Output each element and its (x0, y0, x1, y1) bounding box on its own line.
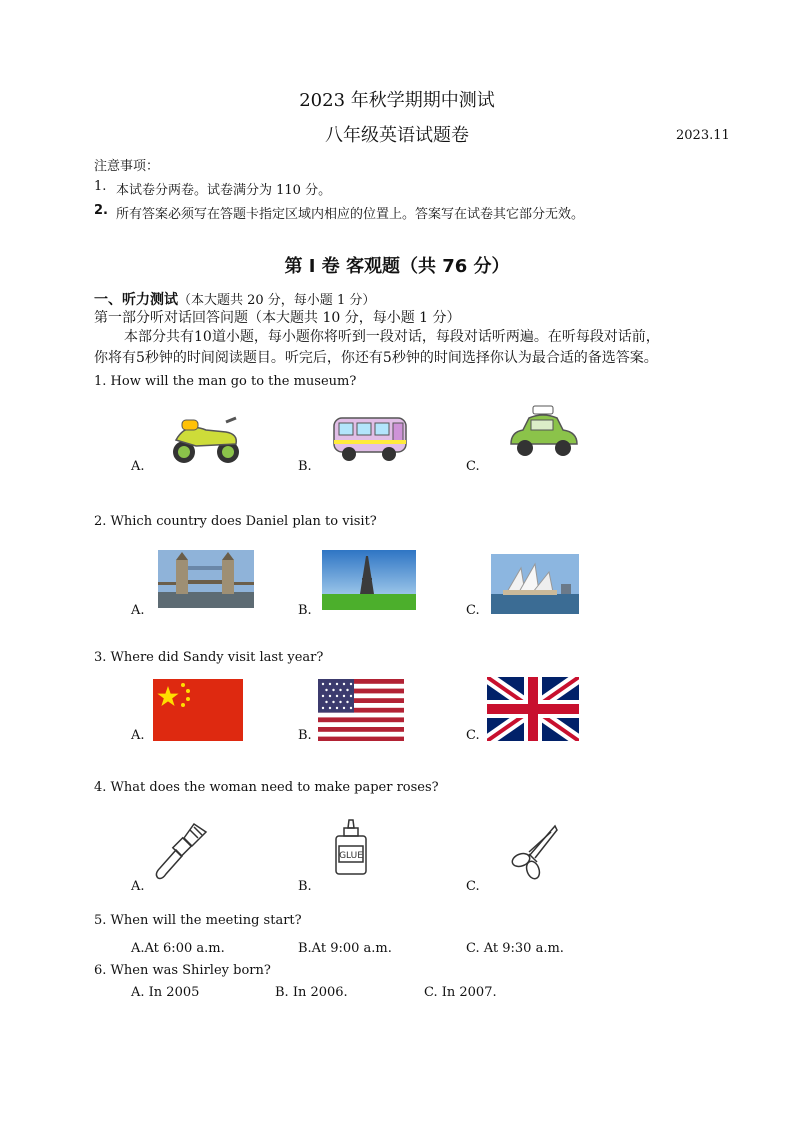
q2-option-a[interactable]: A. (131, 603, 145, 618)
instructions-line-2: 你将有5秒钟的时间阅读题目。听完后，你还有5秒钟的时间选择你认为最合适的备选答案。 (94, 350, 658, 366)
q1-option-b[interactable]: B. (298, 459, 312, 474)
q5-option-c[interactable]: C. At 9:30 a.m. (466, 941, 564, 956)
question-1: 1. How will the man go to the museum? (94, 374, 357, 389)
question-4: 4. What does the woman need to make paper roses? (94, 780, 439, 795)
part-heading: 第 I 卷 客观题（共 76 分） (284, 256, 510, 277)
q2-option-c[interactable]: C. (466, 603, 480, 618)
question-5: 5. When will the meeting start? (94, 913, 302, 928)
sydney-opera-house-image (491, 554, 579, 614)
exam-subtitle: 八年级英语试题卷 (325, 125, 469, 146)
question-2: 2. Which country does Daniel plan to visit? (94, 514, 377, 529)
scissors-image (507, 822, 561, 880)
notes-item-1-number: 1. (94, 179, 107, 194)
instructions-line-1: 本部分共有10道小题，每小题你将听到一段对话，每段对话听两遍。在听每段对话前， (124, 329, 660, 345)
glue-image (330, 818, 372, 876)
notes-heading: 注意事项： (94, 159, 160, 174)
exam-date: 2023.11 (676, 128, 730, 143)
section-note: （本大题共 20 分，每小题 1 分） (178, 293, 376, 308)
bus-image (331, 412, 409, 464)
section-heading (94, 289, 375, 309)
q3-option-a[interactable]: A. (131, 728, 145, 743)
q3-option-b[interactable]: B. (298, 728, 312, 743)
q5-option-a[interactable]: A.At 6:00 a.m. (131, 941, 225, 956)
motorbike-image (166, 410, 246, 466)
q1-option-c[interactable]: C. (466, 459, 480, 474)
q4-option-a[interactable]: A. (131, 879, 145, 894)
q3-option-c[interactable]: C. (466, 728, 480, 743)
q6-option-a[interactable]: A. In 2005 (131, 985, 200, 1000)
notes-item-2-number: 2. (94, 203, 108, 218)
paintbrush-image (150, 818, 210, 884)
exam-title: 2023 年秋学期期中测试 (299, 90, 495, 111)
q4-option-c[interactable]: C. (466, 879, 480, 894)
question-3: 3. Where did Sandy visit last year? (94, 650, 324, 665)
notes-item-2: 所有答案必须写在答题卡指定区域内相应的位置上。答案写在试卷其它部分无效。 (116, 207, 585, 222)
q6-option-c[interactable]: C. In 2007. (424, 985, 497, 1000)
taxi-image (505, 404, 581, 464)
q5-option-b[interactable]: B.At 9:00 a.m. (298, 941, 392, 956)
section-title: 一、听力测试 (94, 292, 178, 308)
usa-flag-image (318, 679, 404, 741)
subsection-title: 第一部分听对话回答问题（本大题共 10 分，每小题 1 分） (94, 310, 461, 326)
q4-option-b[interactable]: B. (298, 879, 312, 894)
eiffel-tower-image (322, 550, 416, 610)
q2-option-b[interactable]: B. (298, 603, 312, 618)
tower-bridge-image (158, 550, 254, 608)
uk-flag-image (487, 677, 579, 741)
china-flag-image (153, 679, 243, 741)
glue-label: GLUE (339, 851, 363, 861)
notes-item-1: 本试卷分两卷。试卷满分为 110 分。 (116, 183, 332, 198)
q6-option-b[interactable]: B. In 2006. (275, 985, 348, 1000)
question-6: 6. When was Shirley born? (94, 963, 271, 978)
q1-option-a[interactable]: A. (131, 459, 145, 474)
